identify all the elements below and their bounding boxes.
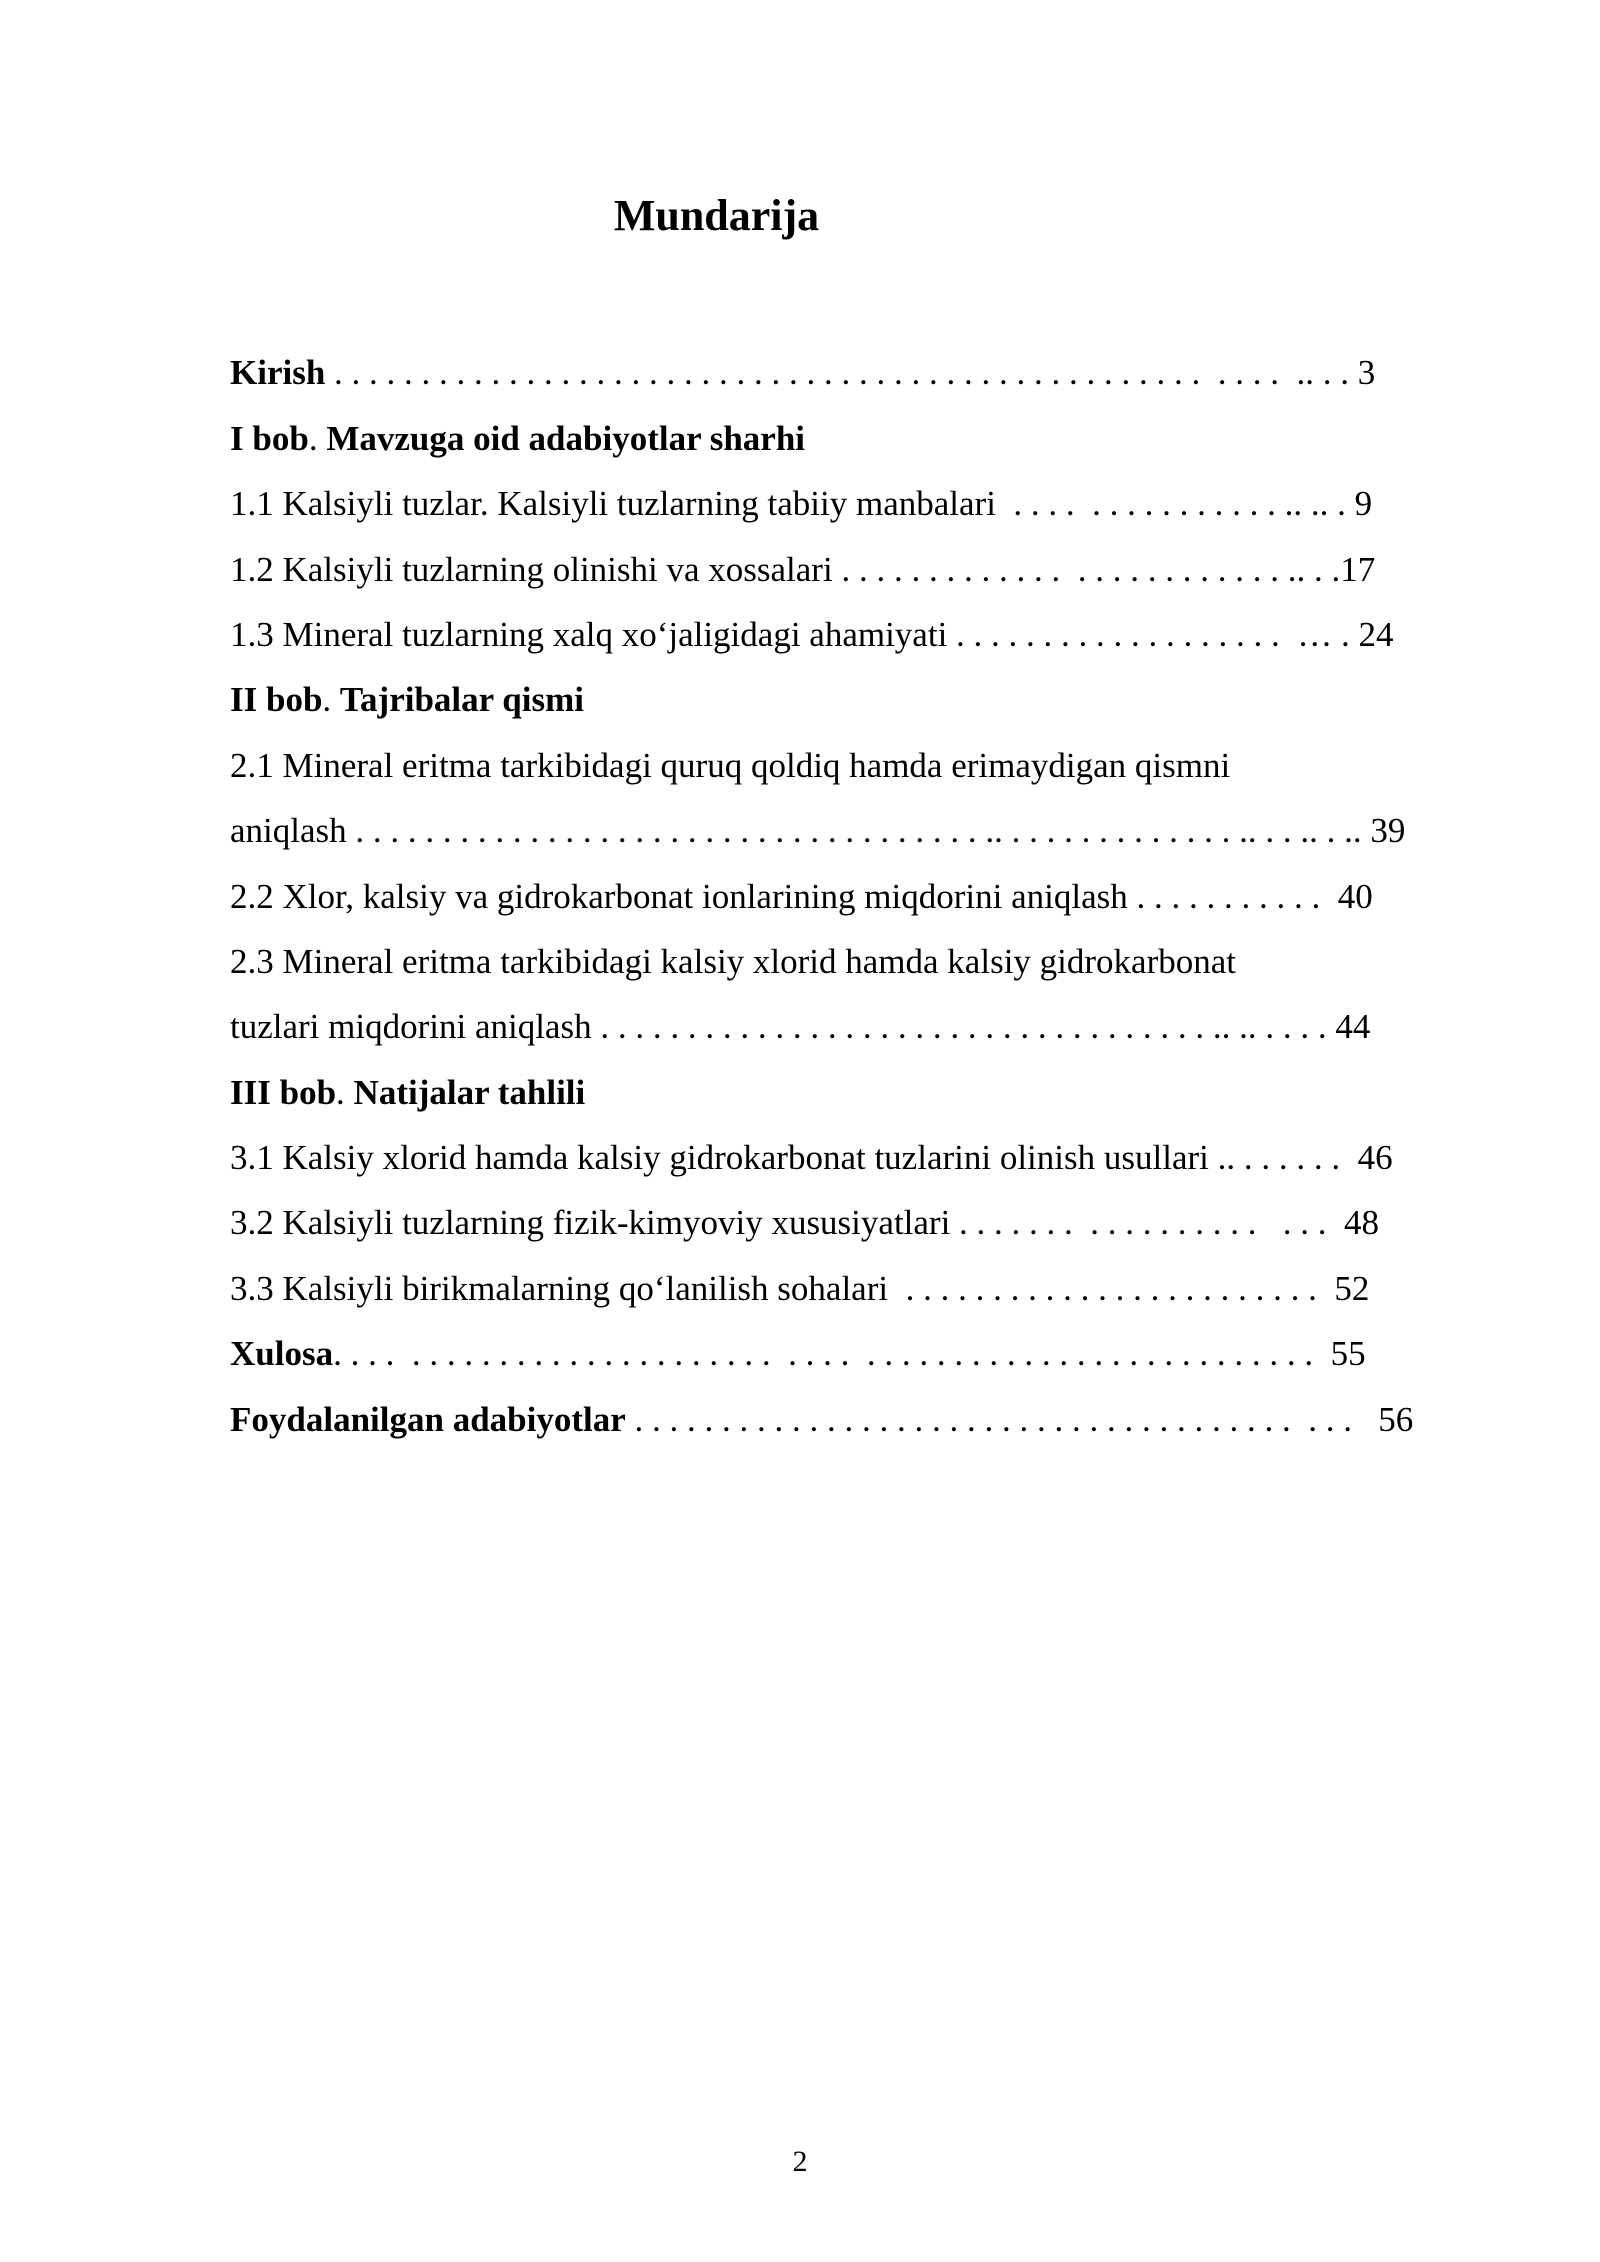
toc-entry-heading: Natijalar tahlili: [353, 1072, 586, 1112]
toc-entry-heading: Mavzuga oid adabiyotlar sharhi: [326, 418, 806, 458]
toc-entry: [230, 1374, 1490, 1439]
toc-entry-text: 2.2 Xlor, kalsiy va gidrokarbonat ionlarining miqdorini aniqlash . . . . . . . . . . . 40: [230, 876, 1373, 916]
toc-entry-text: 2.3 Mineral eritma tarkibidagi kalsiy xlorid hamda kalsiy gidrokarbonat: [230, 941, 1236, 981]
toc-entry-text: . . . . . . . . . . . . . . . . . . . . . . . . . . . . . . . . . . . . . . . . . . . . . . . . . . . . . . .. . . 3: [325, 353, 1376, 393]
toc-entry-text: . . . . . . . . . . . . . . . . . . . . . . . . . . . . . . . . . . . . . . . . . 56: [625, 1399, 1414, 1439]
page-number: 2: [792, 2145, 808, 2178]
toc-entry: [230, 1047, 1490, 1112]
table-of-contents: [230, 328, 1490, 1440]
toc-entry-text: .: [308, 418, 327, 458]
toc-entry-text: .: [336, 1072, 354, 1112]
toc-entry: [230, 1309, 1490, 1374]
toc-entry: [230, 851, 1490, 916]
toc-entry-text: 3.3 Kalsiyli birikmalarning qo‘lanilish sohalari . . . . . . . . . . . . . . . . . . . . . . . . 52: [230, 1268, 1370, 1308]
toc-entry-text: 2.1 Mineral eritma tarkibidagi quruq qoldiq hamda erimaydigan qismni: [230, 745, 1231, 785]
toc-entry-heading: II bob: [230, 680, 323, 720]
toc-entry: [230, 655, 1490, 720]
toc-entry: [230, 917, 1490, 982]
toc-entry-text: 3.1 Kalsiy xlorid hamda kalsiy gidrokarbonat tuzlarini olinish usullari .. . . . . . . 46: [230, 1138, 1393, 1178]
toc-entry: [230, 786, 1490, 851]
toc-entry-text: aniqlash . . . . . . . . . . . . . . . . . . . . . . . . . . . . . . . . . . . . .. . . . . . . . . . . . . . .. . . .. . .. 39: [230, 811, 1406, 851]
toc-entry-text: 1.3 Mineral tuzlarning xalq xo‘jaligidagi ahamiyati . . . . . . . . . . . . . . . . . . . … . 24: [230, 614, 1394, 654]
toc-entry: [230, 1243, 1490, 1308]
toc-entry: [230, 459, 1490, 524]
toc-entry-text: . . . . . . . . . . . . . . . . . . . . . . . . . . . . . . . . . . . . . . . . . . . . . . . . . . . . . . . 55: [333, 1334, 1366, 1374]
toc-entry-text: tuzlari miqdorini aniqlash . . . . . . . . . . . . . . . . . . . . . . . . . . . . . . . . . . . .. .. . . . . 44: [230, 1007, 1371, 1047]
toc-entry-text: 3.2 Kalsiyli tuzlarning fizik-kimyoviy xususiyatlari . . . . . . . . . . . . . . . . . . . . 48: [230, 1203, 1380, 1243]
toc-entry-heading: Kirish: [230, 353, 326, 393]
page-title: Mundarija: [613, 191, 820, 240]
toc-entry-heading: Tajribalar qismi: [339, 680, 584, 720]
toc-entry-text: .: [322, 680, 340, 720]
toc-entry: [230, 524, 1490, 589]
toc-entry-heading: Foydalanilgan adabiyotlar: [230, 1399, 626, 1439]
toc-entry-heading: I bob: [230, 418, 309, 458]
toc-entry: [230, 393, 1490, 458]
toc-entry-heading: Xulosa: [230, 1334, 334, 1374]
toc-entry: [230, 1113, 1490, 1178]
toc-entry-text: 1.1 Kalsiyli tuzlar. Kalsiyli tuzlarning tabiiy manbalari . . . . . . . . . . . . . . . .. .. . 9: [230, 484, 1373, 524]
toc-entry: [230, 328, 1490, 393]
toc-entry: [230, 720, 1490, 785]
toc-entry-heading: III bob: [230, 1072, 337, 1112]
toc-entry: [230, 982, 1490, 1047]
toc-entry-text: 1.2 Kalsiyli tuzlarning olinishi va xossalari . . . . . . . . . . . . . . . . . . . . . . . . . .. . .17: [230, 549, 1376, 589]
toc-entry: [230, 1178, 1490, 1243]
toc-entry: [230, 590, 1490, 655]
